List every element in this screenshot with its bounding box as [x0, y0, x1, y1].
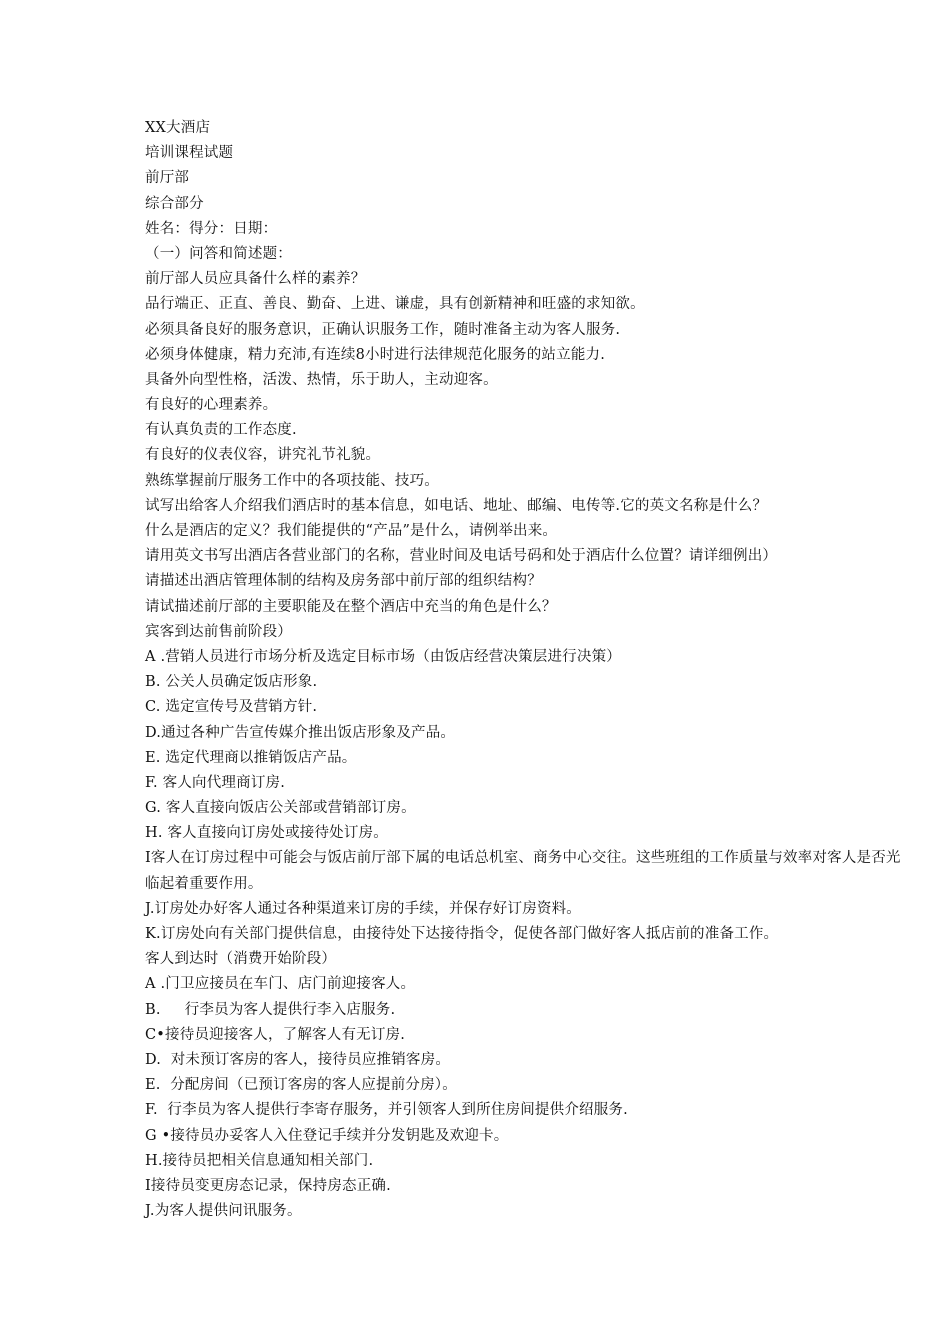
part-heading: （一）问答和简述题：: [145, 245, 292, 262]
answer-line: 有良好的仪表仪容，讲究礼节礼貌。: [145, 447, 381, 464]
stage-item: A .营销人员进行市场分析及选定目标市场（由饭店经营决策层进行决策）: [145, 648, 621, 665]
stage-heading: 宾客到达前售前阶段）: [145, 623, 292, 640]
section-name: 综合部分: [145, 195, 204, 212]
stage-item: C. 选定宣传号及营销方针.: [145, 699, 318, 716]
stage-item: F. 客人向代理商订房.: [145, 774, 286, 791]
stage-item: B. 公关人员确定饭店形象.: [145, 674, 318, 691]
document-page: [145, 116, 905, 1224]
stage-heading: 客人到达时（消费开始阶段）: [145, 951, 337, 968]
hotel-name: XX大酒店: [145, 120, 211, 136]
stage-item: I客人在订房过程中可能会与饭店前厅部下属的电话总机室、商务中心交往。这些班组的工作质量与效率对客人是否光临起着重要作用。: [145, 850, 901, 892]
stage-item: H. 客人直接向订房处或接待处订房。: [145, 825, 388, 842]
stage-item: C•接待员迎接客人，了解客人有无订房.: [145, 1026, 406, 1043]
stage-item: K.订房处向有关部门提供信息，由接待处下达接待指令，促使各部门做好客人抵店前的准备工作。: [145, 926, 779, 943]
answer-line: 有认真负责的工作态度.: [145, 422, 297, 439]
question-line: 请试描述前厅部的主要职能及在整个酒店中充当的角色是什么？: [145, 598, 557, 615]
department: 前厅部: [145, 170, 190, 187]
stage-item: D.通过各种广告宣传媒介推出饭店形象及产品。: [145, 724, 456, 741]
stage-item: D. 对未预订客房的客人，接待员应推销客房。: [145, 1051, 451, 1068]
stage-item: B. 行李员为客人提供行李入店服务.: [145, 1001, 396, 1018]
question-line: 请描述出酒店管理体制的结构及房务部中前厅部的组织结构？: [145, 573, 542, 590]
question-line: 试写出给客人介绍我们酒店时的基本信息，如电话、地址、邮编、电传等.它的英文名称是什么？: [145, 497, 768, 514]
name-score-date-fields: 姓名：得分：日期：: [145, 220, 278, 237]
answer-line: 有良好的心理素养。: [145, 397, 278, 414]
stage-item: G •接待员办妥客人入住登记手续并分发钥匙及欢迎卡。: [145, 1127, 509, 1144]
answer-line: 必须具备良好的服务意识，正确认识服务工作，随时准备主动为客人服务.: [145, 321, 621, 338]
stage-item: I接待员变更房态记录，保持房态正确.: [145, 1177, 391, 1194]
question-line: 什么是酒店的定义？我们能提供的“产品”是什么，请例举出来。: [145, 523, 558, 539]
stage-item: E. 分配房间（已预订客房的客人应提前分房）。: [145, 1077, 457, 1094]
question-1: 前厅部人员应具备什么样的素养？: [145, 271, 366, 288]
exam-title: 培训课程试题: [145, 145, 234, 162]
answer-line: 必须身体健康，精力充沛,有连续8小时进行法律规范化服务的站立能力.: [145, 346, 606, 363]
question-line: 请用英文书写出酒店各营业部门的名称，营业时间及电话号码和处于酒店什么位置？请详细例出）: [145, 548, 778, 565]
stage-item: E. 选定代理商以推销饭店产品。: [145, 749, 357, 766]
answer-line: 品行端正、正直、善良、勤奋、上进、谦虚，具有创新精神和旺盛的求知欲。: [145, 296, 645, 313]
answer-line: 熟练掌握前厅服务工作中的各项技能、技巧。: [145, 472, 439, 489]
stage-item: A .门卫应接员在车门、店门前迎接客人。: [145, 976, 416, 993]
stage-item: J.订房处办好客人通过各种渠道来订房的手续，并保存好订房资料。: [145, 900, 581, 917]
stage-item: F. 行李员为客人提供行李寄存服务，并引领客人到所住房间提供介绍服务.: [145, 1102, 628, 1119]
stage-item: J.为客人提供问讯服务。: [145, 1203, 302, 1220]
stage-item: H.接待员把相关信息通知相关部门.: [145, 1152, 374, 1169]
answer-line: 具备外向型性格，活泼、热情，乐于助人，主动迎客。: [145, 371, 498, 388]
stage-item: G. 客人直接向饭店公关部或营销部订房。: [145, 800, 416, 817]
